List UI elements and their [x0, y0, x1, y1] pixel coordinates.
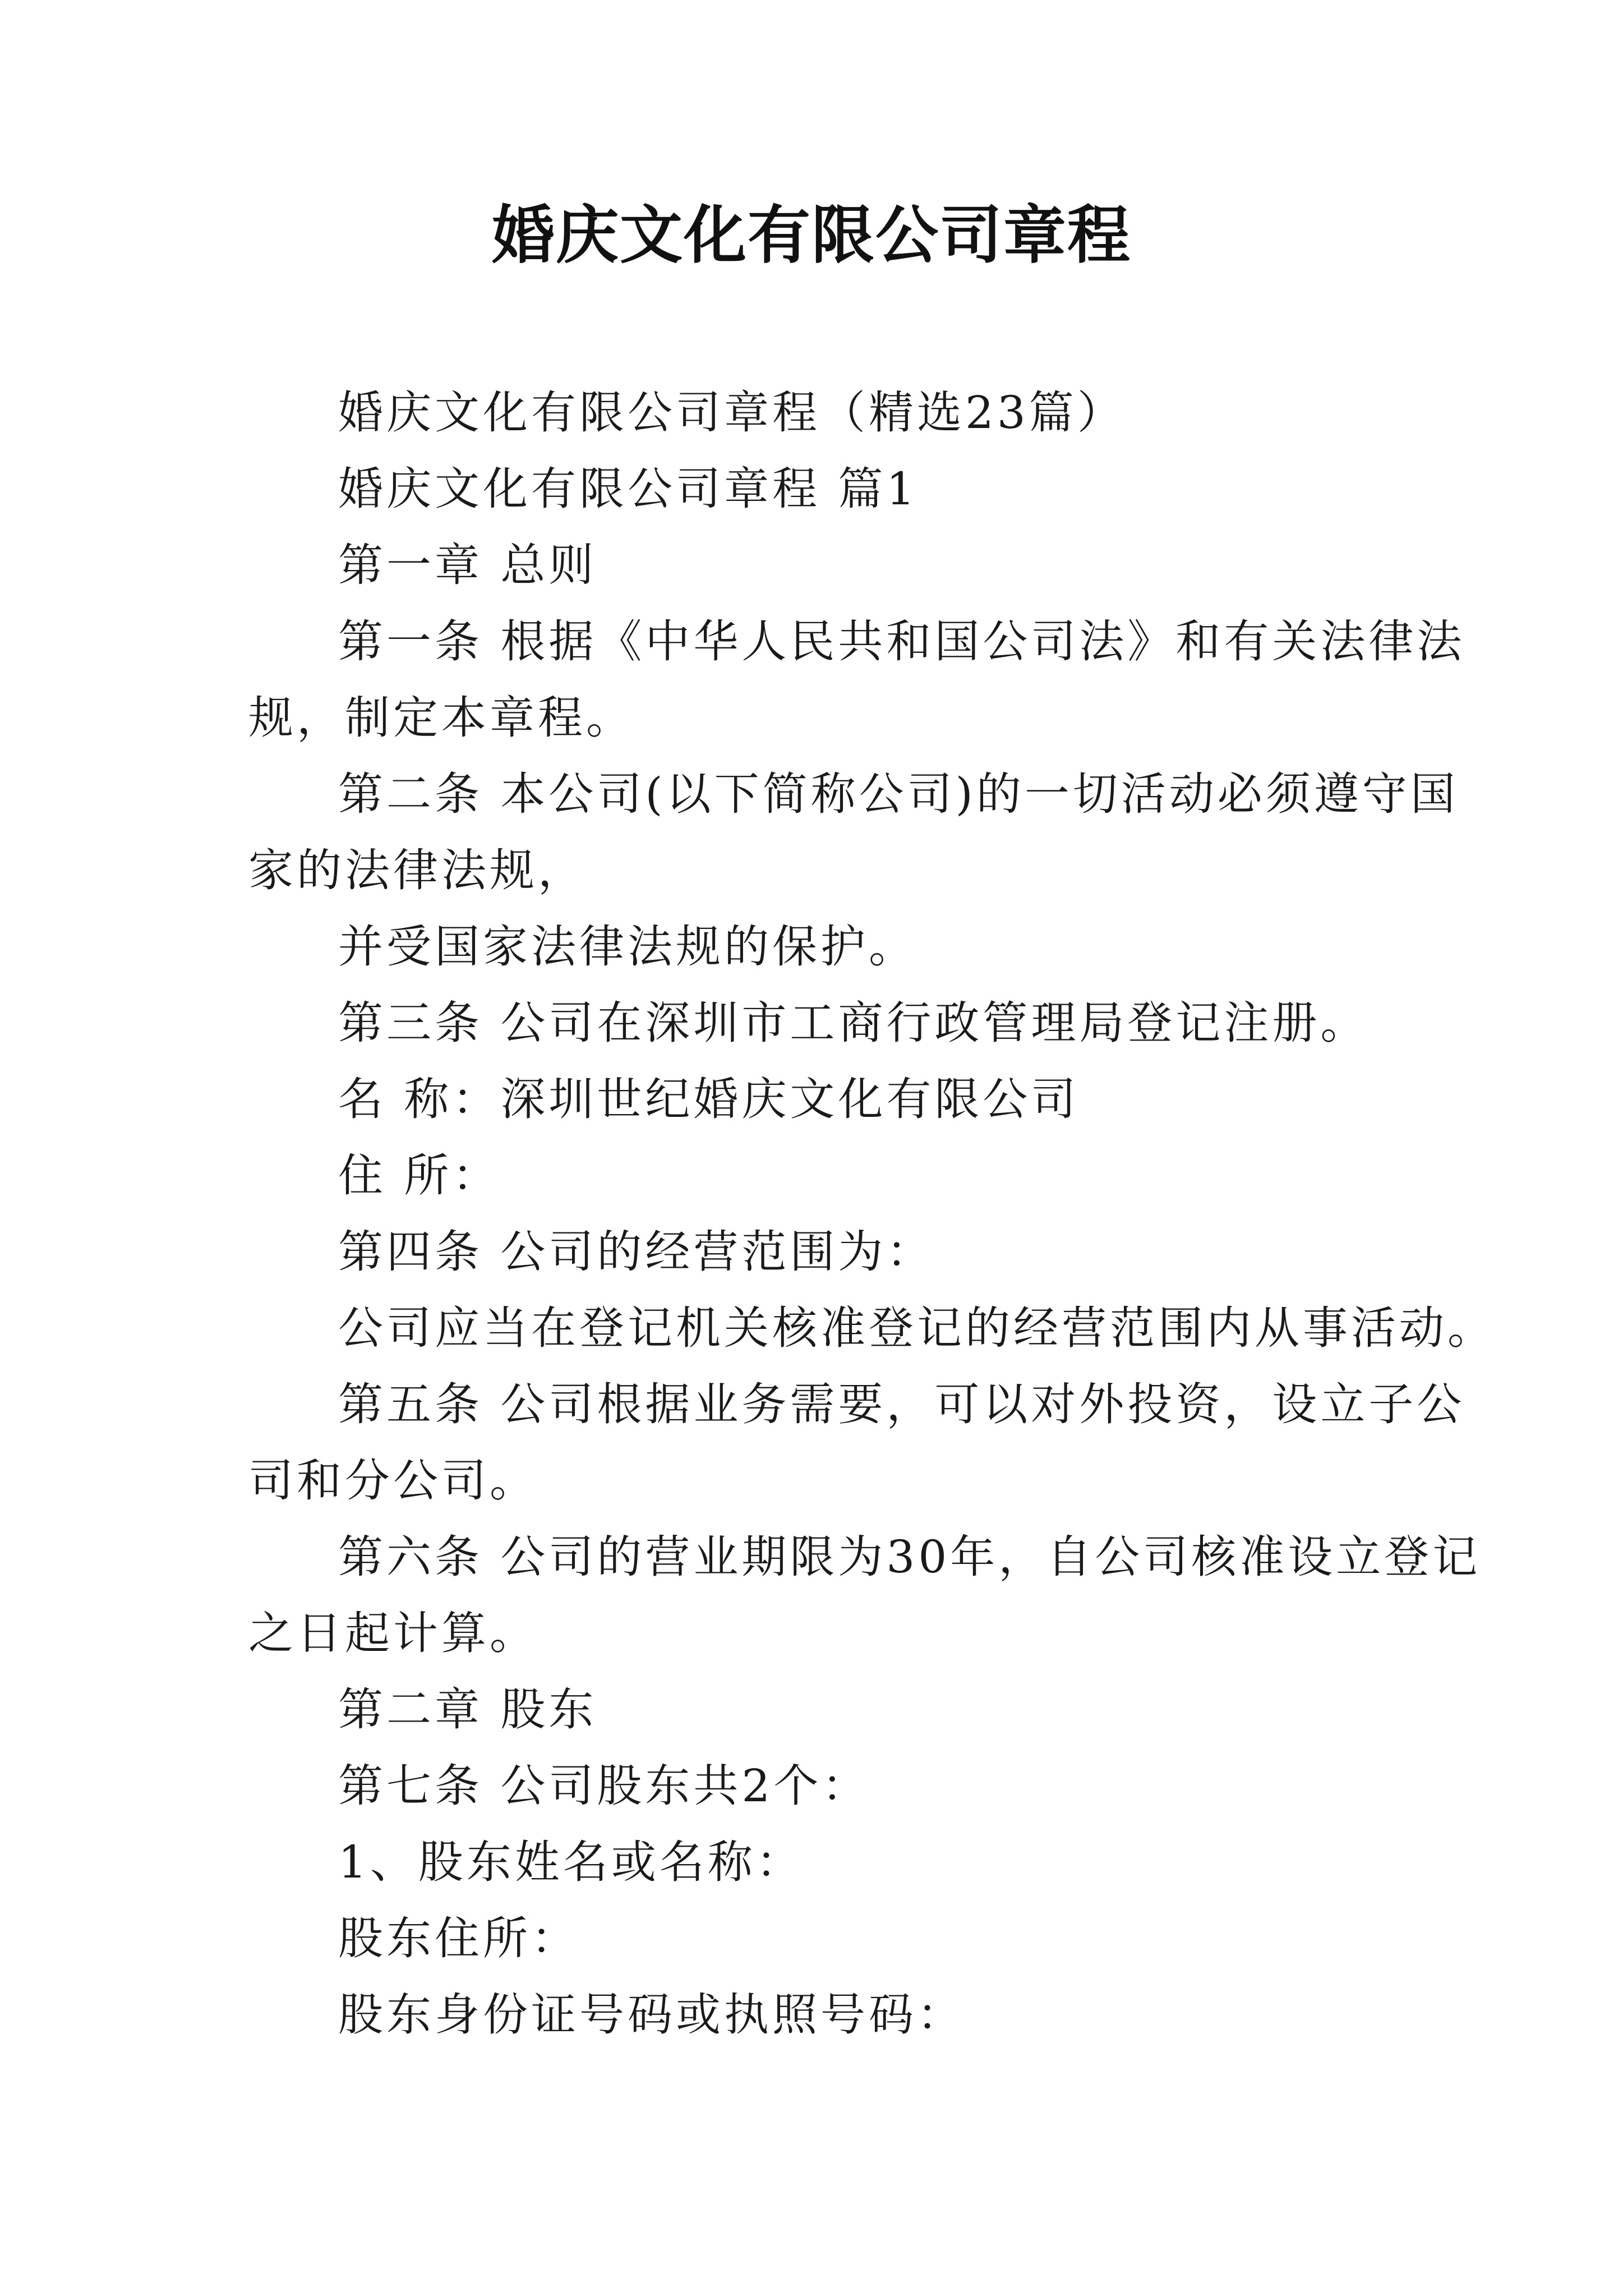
paragraph [248, 756, 1459, 909]
paragraph [248, 1748, 1381, 1824]
paragraph-line-continued: 家的法律法规， [248, 844, 586, 896]
paragraph-line: 第六条 公司的营业期限为30年，自公司核准设立登记 [338, 1531, 1481, 1583]
paragraph-line: 第一条 根据《中华人民共和国公司法》和有关法律法 [338, 615, 1465, 668]
paragraph-line: 住 所： [338, 1149, 501, 1202]
paragraph [248, 985, 1381, 1061]
paragraph-line: 第二章 股东 [338, 1683, 597, 1736]
chapter-heading [248, 527, 1381, 604]
paragraph [248, 1366, 1465, 1519]
paragraph [248, 1290, 1496, 1366]
paragraph-line-continued: 之日起计算。 [248, 1607, 538, 1659]
paragraph-line: 婚庆文化有限公司章程 篇1 [338, 463, 919, 515]
paragraph [248, 375, 1381, 451]
document-body [248, 375, 1496, 2053]
paragraph-line: 婚庆文化有限公司章程（精选23篇） [338, 386, 1126, 439]
paragraph-line: 名 称：深圳世纪婚庆文化有限公司 [338, 1073, 1080, 1125]
chapter-heading [248, 1672, 1381, 1748]
paragraph-line: 第二条 本公司(以下简称公司)的一切活动必须遵守国 [338, 768, 1459, 820]
paragraph-line: 第三条 公司在深圳市工商行政管理局登记注册。 [338, 997, 1369, 1049]
paragraph [248, 1977, 1381, 2053]
paragraph-line: 股东身份证号码或执照号码： [338, 1989, 965, 2041]
paragraph [248, 1061, 1381, 1138]
paragraph [248, 451, 1381, 527]
paragraph-line: 第七条 公司股东共2个： [338, 1760, 870, 1812]
paragraph-line-continued: 规，制定本章程。 [248, 692, 634, 744]
paragraph [248, 1519, 1481, 1672]
paragraph-line: 1、股东姓名或名称： [338, 1836, 804, 1888]
paragraph-line: 第五条 公司根据业务需要，可以对外投资，设立子公 [338, 1378, 1465, 1430]
document-title: 婚庆文化有限公司章程 [492, 199, 1131, 272]
paragraph-line: 并受国家法律法规的保护。 [338, 921, 917, 973]
paragraph [248, 909, 1381, 985]
paragraph [248, 1901, 1381, 1977]
paragraph-line-continued: 司和分公司。 [248, 1455, 538, 1507]
paragraph-line: 第一章 总则 [338, 539, 597, 591]
paragraph [248, 1824, 1381, 1901]
paragraph [248, 1214, 1381, 1290]
paragraph-line: 公司应当在登记机关核准登记的经营范围内从事活动。 [338, 1302, 1496, 1354]
paragraph [248, 604, 1465, 756]
paragraph-line: 第四条 公司的经营范围为： [338, 1226, 935, 1278]
paragraph-line: 股东住所： [338, 1912, 579, 1964]
paragraph [248, 1138, 1381, 1214]
